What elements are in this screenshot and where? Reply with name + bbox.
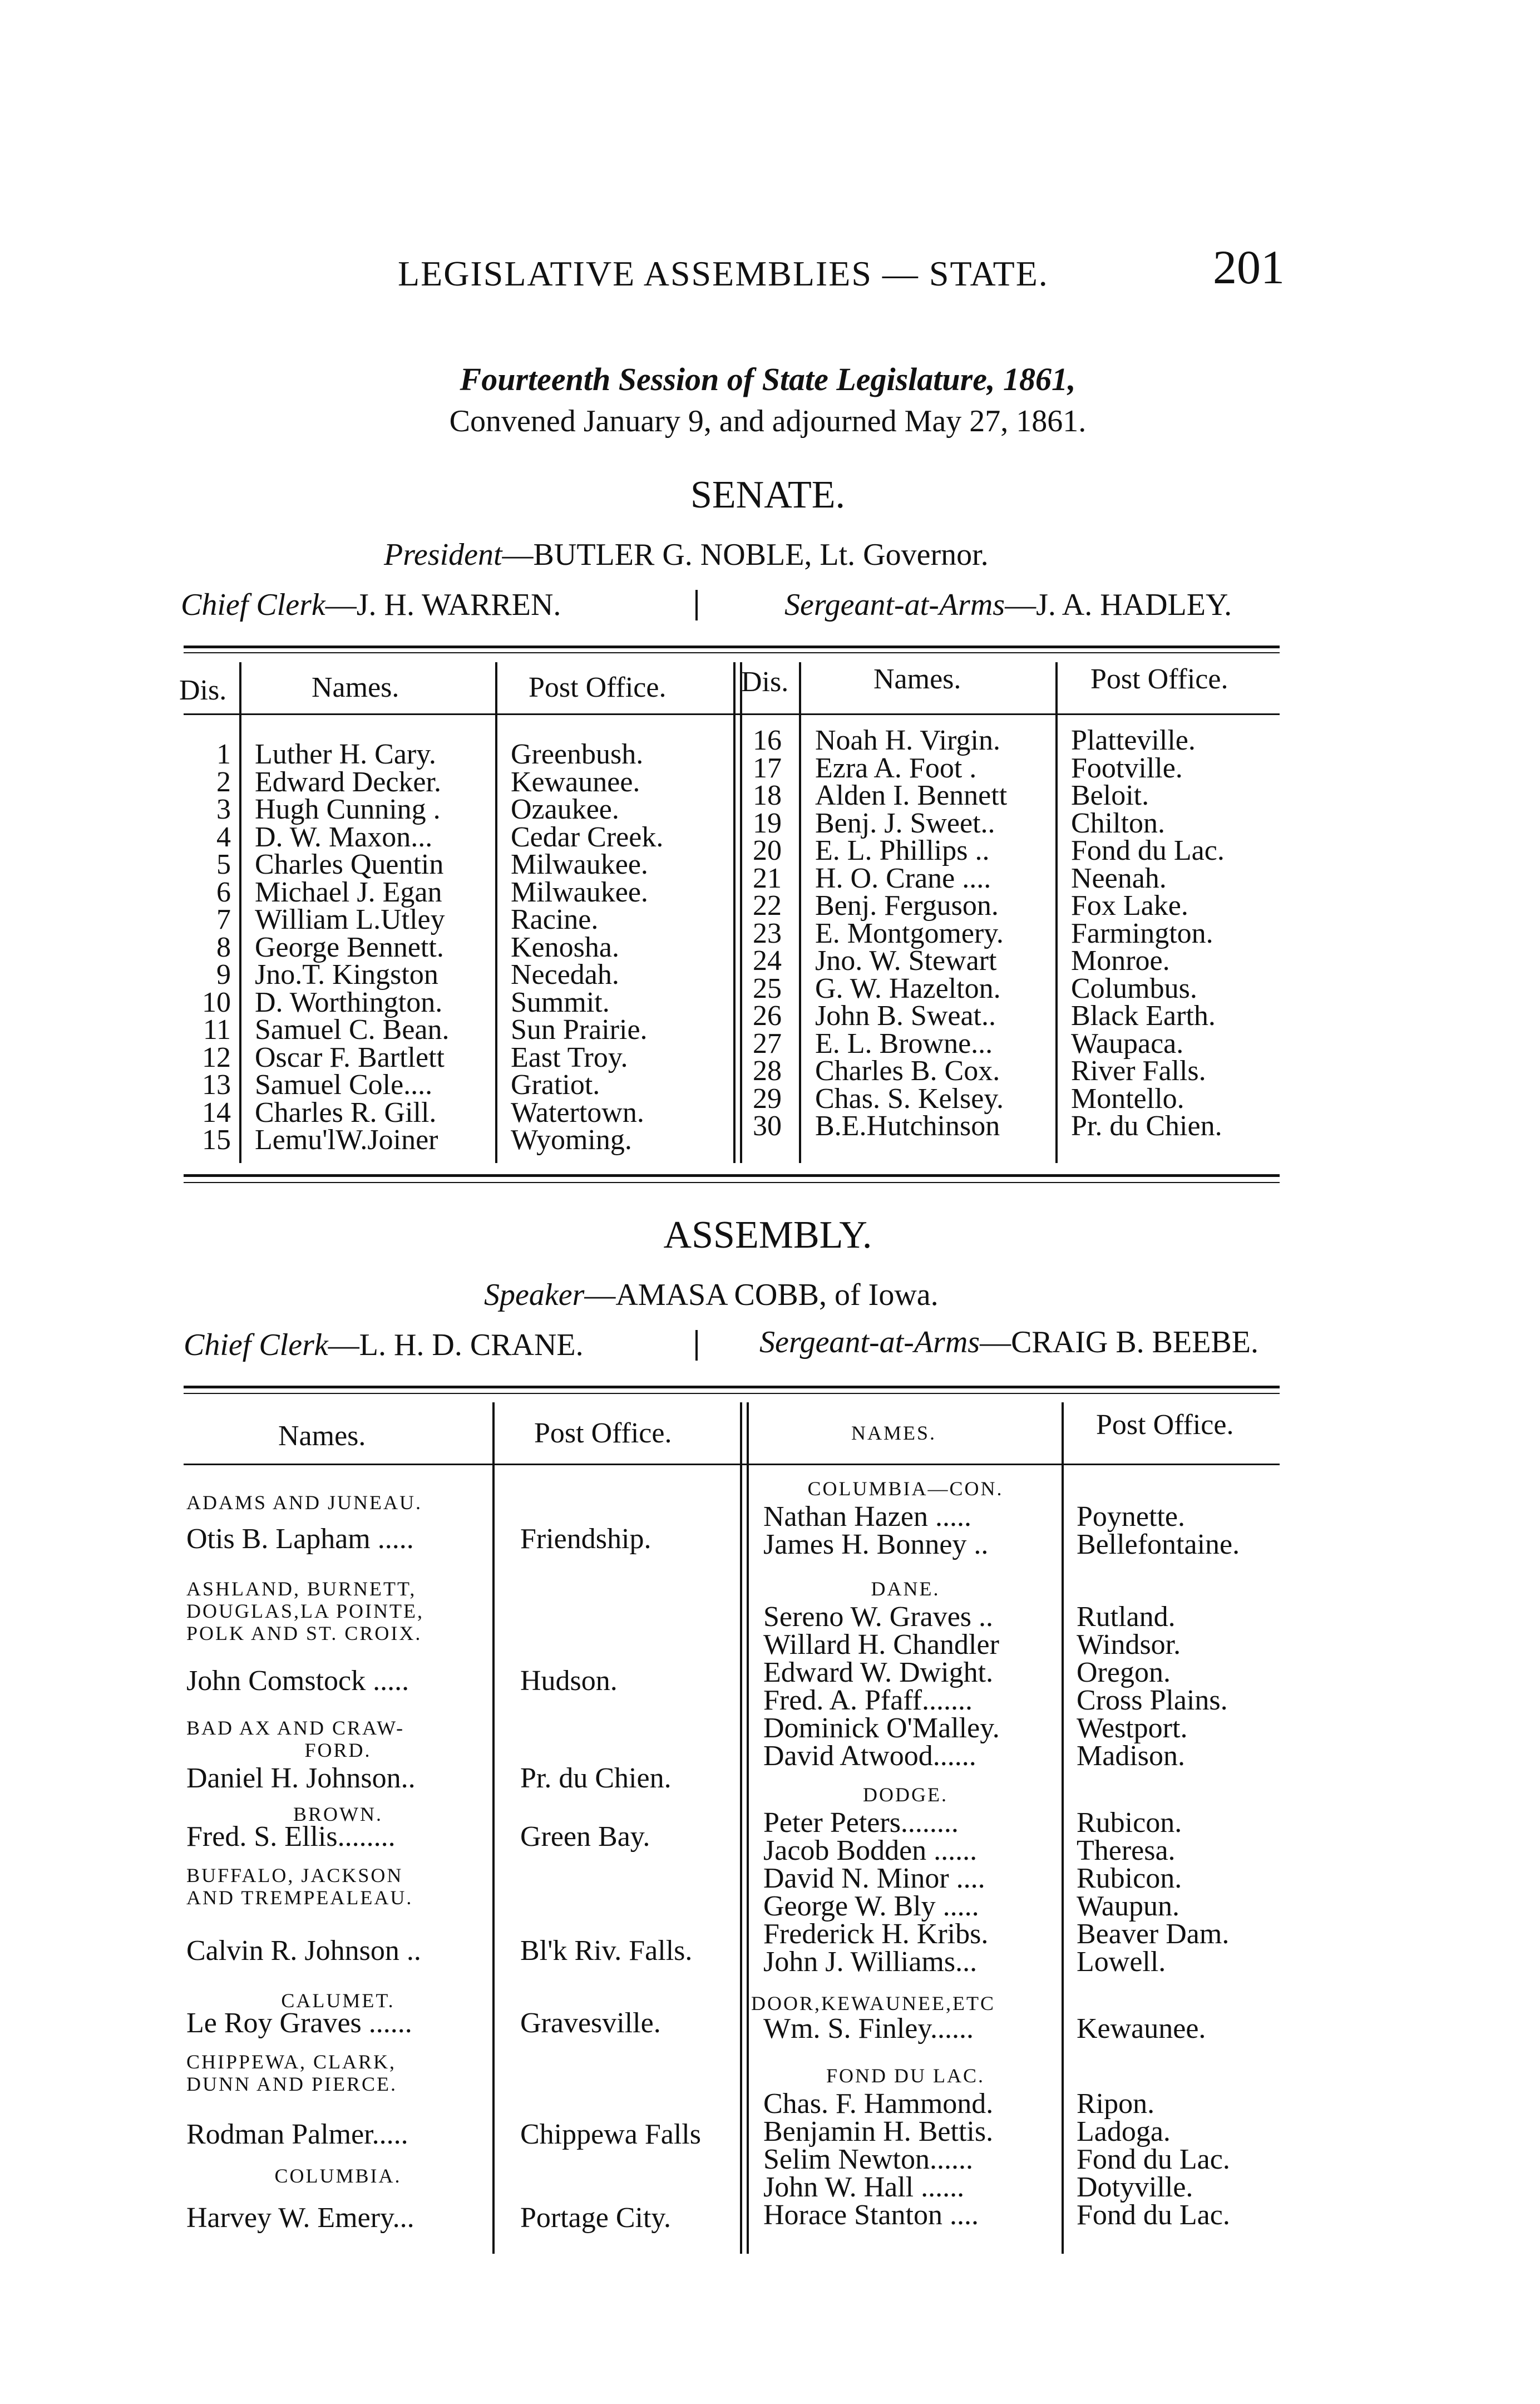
table-top-rule-thin bbox=[184, 652, 1280, 653]
assembly-member-name: Sereno W. Graves .. bbox=[763, 1601, 994, 1633]
senate-member-name: D. Worthington. bbox=[255, 986, 443, 1018]
table-bottom-rule-thin bbox=[184, 1182, 1280, 1183]
assembly-member-name: Peter Peters........ bbox=[763, 1807, 959, 1839]
district-heading: ASHLAND, BURNETT, bbox=[186, 1578, 417, 1600]
district-heading: FORD. bbox=[304, 1739, 372, 1761]
assembly-post-office: Rutland. bbox=[1077, 1601, 1176, 1633]
session-dates: Convened January 9, and adjourned May 27, 1861. bbox=[449, 404, 1087, 439]
assembly-member-name: Le Roy Graves ...... bbox=[186, 2007, 412, 2039]
senate-post-office: Neenah. bbox=[1071, 862, 1167, 894]
assembly-member-name: Willard H. Chandler bbox=[763, 1629, 999, 1661]
senate-district: 28 bbox=[753, 1055, 782, 1087]
senate-member-name: John B. Sweat.. bbox=[815, 1000, 996, 1032]
col-rule bbox=[495, 662, 497, 1163]
senate-member-name: B.E.Hutchinson bbox=[815, 1110, 1000, 1142]
senate-post-office: Farmington. bbox=[1071, 917, 1213, 949]
col-header: NAMES. bbox=[851, 1422, 937, 1444]
assembly-top-rule bbox=[184, 1386, 1280, 1388]
col-rule bbox=[239, 662, 241, 1163]
assembly-post-office: Waupun. bbox=[1077, 1890, 1179, 1922]
col-header: Post Office. bbox=[1096, 1409, 1234, 1441]
senate-district: 3 bbox=[216, 794, 231, 825]
chief-clerk-name: —J. H. WARREN. bbox=[325, 588, 561, 622]
senate-district: 4 bbox=[216, 821, 231, 853]
assembly-post-office: Bellefontaine. bbox=[1077, 1529, 1240, 1560]
senate-post-office: Black Earth. bbox=[1071, 1000, 1216, 1032]
district-heading: COLUMBIA—CON. bbox=[807, 1477, 1004, 1500]
assembly-member-name: Daniel H. Johnson.. bbox=[186, 1762, 416, 1794]
senate-district: 24 bbox=[753, 945, 782, 977]
senate-post-office: Ozaukee. bbox=[511, 794, 619, 825]
senate-post-office: Greenbush. bbox=[511, 738, 644, 770]
sergeant-label: Sergeant-at-Arms bbox=[784, 588, 1005, 622]
assembly-post-office: Lowell. bbox=[1077, 1946, 1166, 1978]
senate-member-name: Alden I. Bennett bbox=[815, 780, 1008, 811]
assembly-member-name: Harvey W. Emery... bbox=[186, 2202, 414, 2234]
assembly-top-rule-thin bbox=[184, 1393, 1280, 1394]
assembly-sergeant-name: —CRAIG B. BEEBE. bbox=[980, 1325, 1258, 1359]
senate-post-office: East Troy. bbox=[511, 1041, 628, 1073]
senate-post-office: Monroe. bbox=[1071, 945, 1170, 977]
assembly-member-name: Fred. A. Pfaff....... bbox=[763, 1684, 973, 1716]
assembly-member-name: George W. Bly ..... bbox=[763, 1890, 979, 1922]
col-rule bbox=[799, 662, 801, 1163]
senate-post-office: Gratiot. bbox=[511, 1069, 600, 1101]
table-bottom-rule bbox=[184, 1174, 1280, 1177]
senate-district: 5 bbox=[216, 849, 231, 880]
senate-district: 30 bbox=[753, 1110, 782, 1142]
senate-post-office: Fond du Lac. bbox=[1071, 835, 1225, 866]
senate-post-office: Wyoming. bbox=[511, 1124, 632, 1156]
assembly-post-office: Ladoga. bbox=[1077, 2116, 1171, 2147]
speaker-label: Speaker bbox=[484, 1278, 585, 1312]
senate-post-office: River Falls. bbox=[1071, 1055, 1206, 1087]
senate-post-office: Kenosha. bbox=[511, 931, 619, 963]
col-rule bbox=[1062, 1402, 1064, 2254]
senate-member-name: Jno. W. Stewart bbox=[815, 945, 997, 977]
assembly-member-name: Fred. S. Ellis........ bbox=[186, 1821, 396, 1853]
assembly-post-office: Pr. du Chien. bbox=[520, 1762, 672, 1794]
senate-member-name: H. O. Crane .... bbox=[815, 862, 991, 894]
senate-district: 6 bbox=[216, 876, 231, 908]
senate-post-office: Cedar Creek. bbox=[511, 821, 664, 853]
divider bbox=[695, 590, 698, 620]
table-top-rule bbox=[184, 646, 1280, 648]
senate-member-name: Chas. S. Kelsey. bbox=[815, 1082, 1004, 1115]
senate-member-name: Oscar F. Bartlett bbox=[255, 1041, 445, 1073]
senate-member-name: Benj. Ferguson. bbox=[815, 890, 999, 922]
senate-heading: SENATE. bbox=[690, 474, 846, 516]
assembly-post-office: Oregon. bbox=[1077, 1657, 1171, 1688]
senate-post-office: Fox Lake. bbox=[1071, 890, 1188, 922]
assembly-member-name: James H. Bonney .. bbox=[763, 1529, 989, 1560]
assembly-post-office: Kewaunee. bbox=[1077, 2013, 1206, 2045]
senate-member-name: Charles R. Gill. bbox=[255, 1096, 437, 1129]
assembly-member-name: Nathan Hazen ..... bbox=[763, 1501, 971, 1533]
senate-post-office: Milwaukee. bbox=[511, 876, 648, 908]
page-number: 201 bbox=[1213, 240, 1285, 294]
senate-member-name: Samuel C. Bean. bbox=[255, 1014, 450, 1046]
senate-sergeant bbox=[784, 587, 1232, 623]
district-heading: BUFFALO, JACKSON bbox=[186, 1864, 403, 1886]
assembly-member-name: Frederick H. Kribs. bbox=[763, 1918, 989, 1950]
assembly-member-name: Benjamin H. Bettis. bbox=[763, 2116, 994, 2147]
assembly-member-name: Edward W. Dwight. bbox=[763, 1657, 994, 1688]
assembly-chief-clerk-name: —L. H. D. CRANE. bbox=[328, 1328, 584, 1362]
assembly-post-office: Portage City. bbox=[520, 2202, 672, 2234]
senate-member-name: William L.Utley bbox=[255, 904, 445, 935]
assembly-member-name: John W. Hall ...... bbox=[763, 2171, 965, 2203]
table-header-rule bbox=[184, 713, 1280, 715]
senate-president bbox=[384, 537, 989, 573]
assembly-post-office: Theresa. bbox=[1077, 1835, 1176, 1866]
senate-district: 29 bbox=[753, 1082, 782, 1115]
session-title: Fourteenth Session of State Legislature, 1861, bbox=[460, 361, 1076, 397]
senate-district: 27 bbox=[753, 1027, 782, 1060]
col-rule bbox=[747, 1402, 749, 2254]
district-heading: DANE. bbox=[871, 1578, 940, 1600]
district-heading: AND TREMPEALEAU. bbox=[186, 1886, 413, 1909]
district-heading: BROWN. bbox=[293, 1803, 383, 1825]
district-heading: BAD AX AND CRAW- bbox=[186, 1717, 405, 1739]
assembly-speaker bbox=[484, 1277, 939, 1313]
senate-district: 10 bbox=[202, 986, 231, 1018]
senate-member-name: Hugh Cunning . bbox=[255, 794, 441, 825]
assembly-post-office: Fond du Lac. bbox=[1077, 2199, 1230, 2231]
senate-post-office: Kewaunee. bbox=[511, 766, 640, 798]
senate-district: 26 bbox=[753, 1000, 782, 1032]
senate-post-office: Waupaca. bbox=[1071, 1027, 1184, 1060]
assembly-member-name: Selim Newton...... bbox=[763, 2144, 973, 2175]
senate-district: 16 bbox=[753, 725, 782, 756]
senate-district: 25 bbox=[753, 972, 782, 1004]
senate-district: 2 bbox=[216, 766, 231, 798]
senate-district: 21 bbox=[753, 862, 782, 894]
senate-district: 9 bbox=[216, 959, 231, 991]
senate-post-office: Watertown. bbox=[511, 1096, 644, 1129]
assembly-member-name: John J. Williams... bbox=[763, 1946, 978, 1978]
assembly-post-office: Madison. bbox=[1077, 1740, 1185, 1772]
assembly-member-name: Jacob Bodden ...... bbox=[763, 1835, 978, 1866]
assembly-post-office: Chippewa Falls bbox=[520, 2119, 701, 2150]
assembly-post-office: Friendship. bbox=[520, 1523, 651, 1555]
senate-post-office: Beloit. bbox=[1071, 780, 1149, 811]
district-heading: ADAMS AND JUNEAU. bbox=[186, 1491, 423, 1514]
speaker-name: —AMASA COBB, of Iowa. bbox=[584, 1278, 939, 1312]
district-heading: DOOR,KEWAUNEE,ETC bbox=[751, 1992, 995, 2014]
assembly-post-office: Beaver Dam. bbox=[1077, 1918, 1230, 1950]
senate-member-name: Lemu'lW.Joiner bbox=[255, 1124, 438, 1156]
district-heading: DOUGLAS,LA POINTE, bbox=[186, 1600, 424, 1622]
senate-district: 7 bbox=[216, 904, 231, 935]
senate-district: 17 bbox=[753, 752, 782, 784]
senate-post-office: Chilton. bbox=[1071, 807, 1166, 839]
district-heading: CALUMET. bbox=[281, 1989, 395, 2012]
senate-member-name: E. Montgomery. bbox=[815, 917, 1004, 949]
senate-member-name: Edward Decker. bbox=[255, 766, 441, 798]
senate-district: 19 bbox=[753, 807, 782, 839]
assembly-member-name: John Comstock ..... bbox=[186, 1665, 409, 1697]
senate-district: 18 bbox=[753, 780, 782, 811]
assembly-post-office: Poynette. bbox=[1077, 1501, 1185, 1533]
assembly-post-office: Gravesville. bbox=[520, 2007, 661, 2039]
senate-district: 14 bbox=[202, 1096, 231, 1129]
sergeant-name: —J. A. HADLEY. bbox=[1005, 588, 1232, 622]
senate-district: 13 bbox=[202, 1069, 231, 1101]
assembly-member-name: Chas. F. Hammond. bbox=[763, 2088, 994, 2120]
assembly-member-name: Wm. S. Finley...... bbox=[763, 2013, 974, 2045]
district-heading: DUNN AND PIERCE. bbox=[186, 2073, 398, 2095]
senate-member-name: G. W. Hazelton. bbox=[815, 972, 1001, 1004]
senate-post-office: Columbus. bbox=[1071, 972, 1197, 1004]
senate-member-name: Benj. J. Sweet.. bbox=[815, 807, 995, 839]
col-header: Names. bbox=[312, 672, 399, 703]
senate-district: 20 bbox=[753, 835, 782, 866]
senate-post-office: Footville. bbox=[1071, 752, 1183, 784]
assembly-member-name: Dominick O'Malley. bbox=[763, 1712, 1000, 1744]
assembly-member-name: Calvin R. Johnson .. bbox=[186, 1935, 421, 1967]
col-header: Post Office. bbox=[534, 1417, 672, 1449]
senate-district: 22 bbox=[753, 890, 782, 922]
senate-chief-clerk bbox=[181, 587, 561, 623]
senate-post-office: Pr. du Chien. bbox=[1071, 1110, 1222, 1142]
district-heading: FOND DU LAC. bbox=[826, 2065, 985, 2087]
senate-district: 8 bbox=[216, 931, 231, 963]
senate-post-office: Milwaukee. bbox=[511, 849, 648, 880]
senate-district: 15 bbox=[202, 1124, 231, 1156]
senate-member-name: Noah H. Virgin. bbox=[815, 725, 1000, 756]
senate-member-name: Charles B. Cox. bbox=[815, 1055, 1000, 1087]
col-rule bbox=[740, 1402, 742, 2254]
senate-member-name: Jno.T. Kingston bbox=[255, 959, 438, 991]
assembly-post-office: Cross Plains. bbox=[1077, 1684, 1228, 1716]
senate-district: 12 bbox=[202, 1041, 231, 1073]
district-heading: CHIPPEWA, CLARK, bbox=[186, 2051, 397, 2073]
assembly-post-office: Westport. bbox=[1077, 1712, 1188, 1744]
assembly-header-rule bbox=[184, 1464, 1280, 1465]
col-rule bbox=[1055, 662, 1058, 1163]
assembly-member-name: Horace Stanton .... bbox=[763, 2199, 979, 2231]
senate-post-office: Necedah. bbox=[511, 959, 619, 991]
running-title: LEGISLATIVE ASSEMBLIES — STATE. bbox=[398, 254, 1049, 293]
assembly-sergeant bbox=[759, 1324, 1258, 1360]
senate-member-name: Ezra A. Foot . bbox=[815, 752, 977, 784]
assembly-chief-clerk bbox=[184, 1327, 584, 1363]
district-heading: COLUMBIA. bbox=[274, 2165, 402, 2187]
assembly-post-office: Rubicon. bbox=[1077, 1807, 1182, 1839]
col-header: Dis. bbox=[179, 674, 227, 706]
assembly-chief-clerk-label: Chief Clerk bbox=[184, 1328, 328, 1362]
senate-post-office: Montello. bbox=[1071, 1082, 1184, 1115]
assembly-post-office: Hudson. bbox=[520, 1665, 618, 1697]
senate-district: 23 bbox=[753, 917, 782, 949]
senate-member-name: Charles Quentin bbox=[255, 849, 444, 880]
assembly-post-office: Bl'k Riv. Falls. bbox=[520, 1935, 693, 1967]
senate-post-office: Sun Prairie. bbox=[511, 1014, 648, 1046]
assembly-member-name: Rodman Palmer..... bbox=[186, 2119, 408, 2150]
assembly-post-office: Green Bay. bbox=[520, 1821, 650, 1853]
assembly-post-office: Ripon. bbox=[1077, 2088, 1155, 2120]
senate-post-office: Platteville. bbox=[1071, 725, 1196, 756]
assembly-member-name: Otis B. Lapham ..... bbox=[186, 1523, 414, 1555]
col-header: Names. bbox=[278, 1420, 366, 1452]
senate-post-office: Racine. bbox=[511, 904, 599, 935]
col-header: Dis. bbox=[741, 666, 789, 698]
president-label: President bbox=[384, 538, 502, 572]
senate-member-name: E. L. Browne... bbox=[815, 1027, 993, 1060]
senate-member-name: Luther H. Cary. bbox=[255, 738, 436, 770]
col-header: Post Office. bbox=[529, 672, 667, 703]
col-rule bbox=[492, 1402, 495, 2254]
col-header: Names. bbox=[873, 663, 961, 695]
assembly-member-name: David Atwood...... bbox=[763, 1740, 976, 1772]
assembly-post-office: Rubicon. bbox=[1077, 1863, 1182, 1894]
district-heading: DODGE. bbox=[863, 1784, 948, 1806]
assembly-post-office: Fond du Lac. bbox=[1077, 2144, 1230, 2175]
assembly-post-office: Dotyville. bbox=[1077, 2171, 1193, 2203]
assembly-post-office: Windsor. bbox=[1077, 1629, 1181, 1661]
district-heading: POLK AND ST. CROIX. bbox=[186, 1622, 422, 1644]
col-rule bbox=[740, 662, 742, 1163]
president-name: —BUTLER G. NOBLE, Lt. Governor. bbox=[502, 538, 989, 572]
assembly-member-name: David N. Minor .... bbox=[763, 1863, 985, 1894]
senate-member-name: E. L. Phillips .. bbox=[815, 835, 990, 866]
col-rule bbox=[733, 662, 736, 1163]
chief-clerk-label: Chief Clerk bbox=[181, 588, 325, 622]
assembly-sergeant-label: Sergeant-at-Arms bbox=[759, 1325, 980, 1359]
senate-member-name: Michael J. Egan bbox=[255, 876, 442, 908]
senate-member-name: D. W. Maxon... bbox=[255, 821, 433, 853]
senate-member-name: George Bennett. bbox=[255, 931, 444, 963]
senate-member-name: Samuel Cole.... bbox=[255, 1069, 433, 1101]
col-header: Post Office. bbox=[1090, 663, 1228, 695]
divider bbox=[695, 1330, 698, 1361]
senate-post-office: Summit. bbox=[511, 986, 610, 1018]
senate-district: 1 bbox=[216, 738, 231, 770]
assembly-heading: ASSEMBLY. bbox=[663, 1214, 872, 1257]
senate-district: 11 bbox=[203, 1014, 231, 1046]
